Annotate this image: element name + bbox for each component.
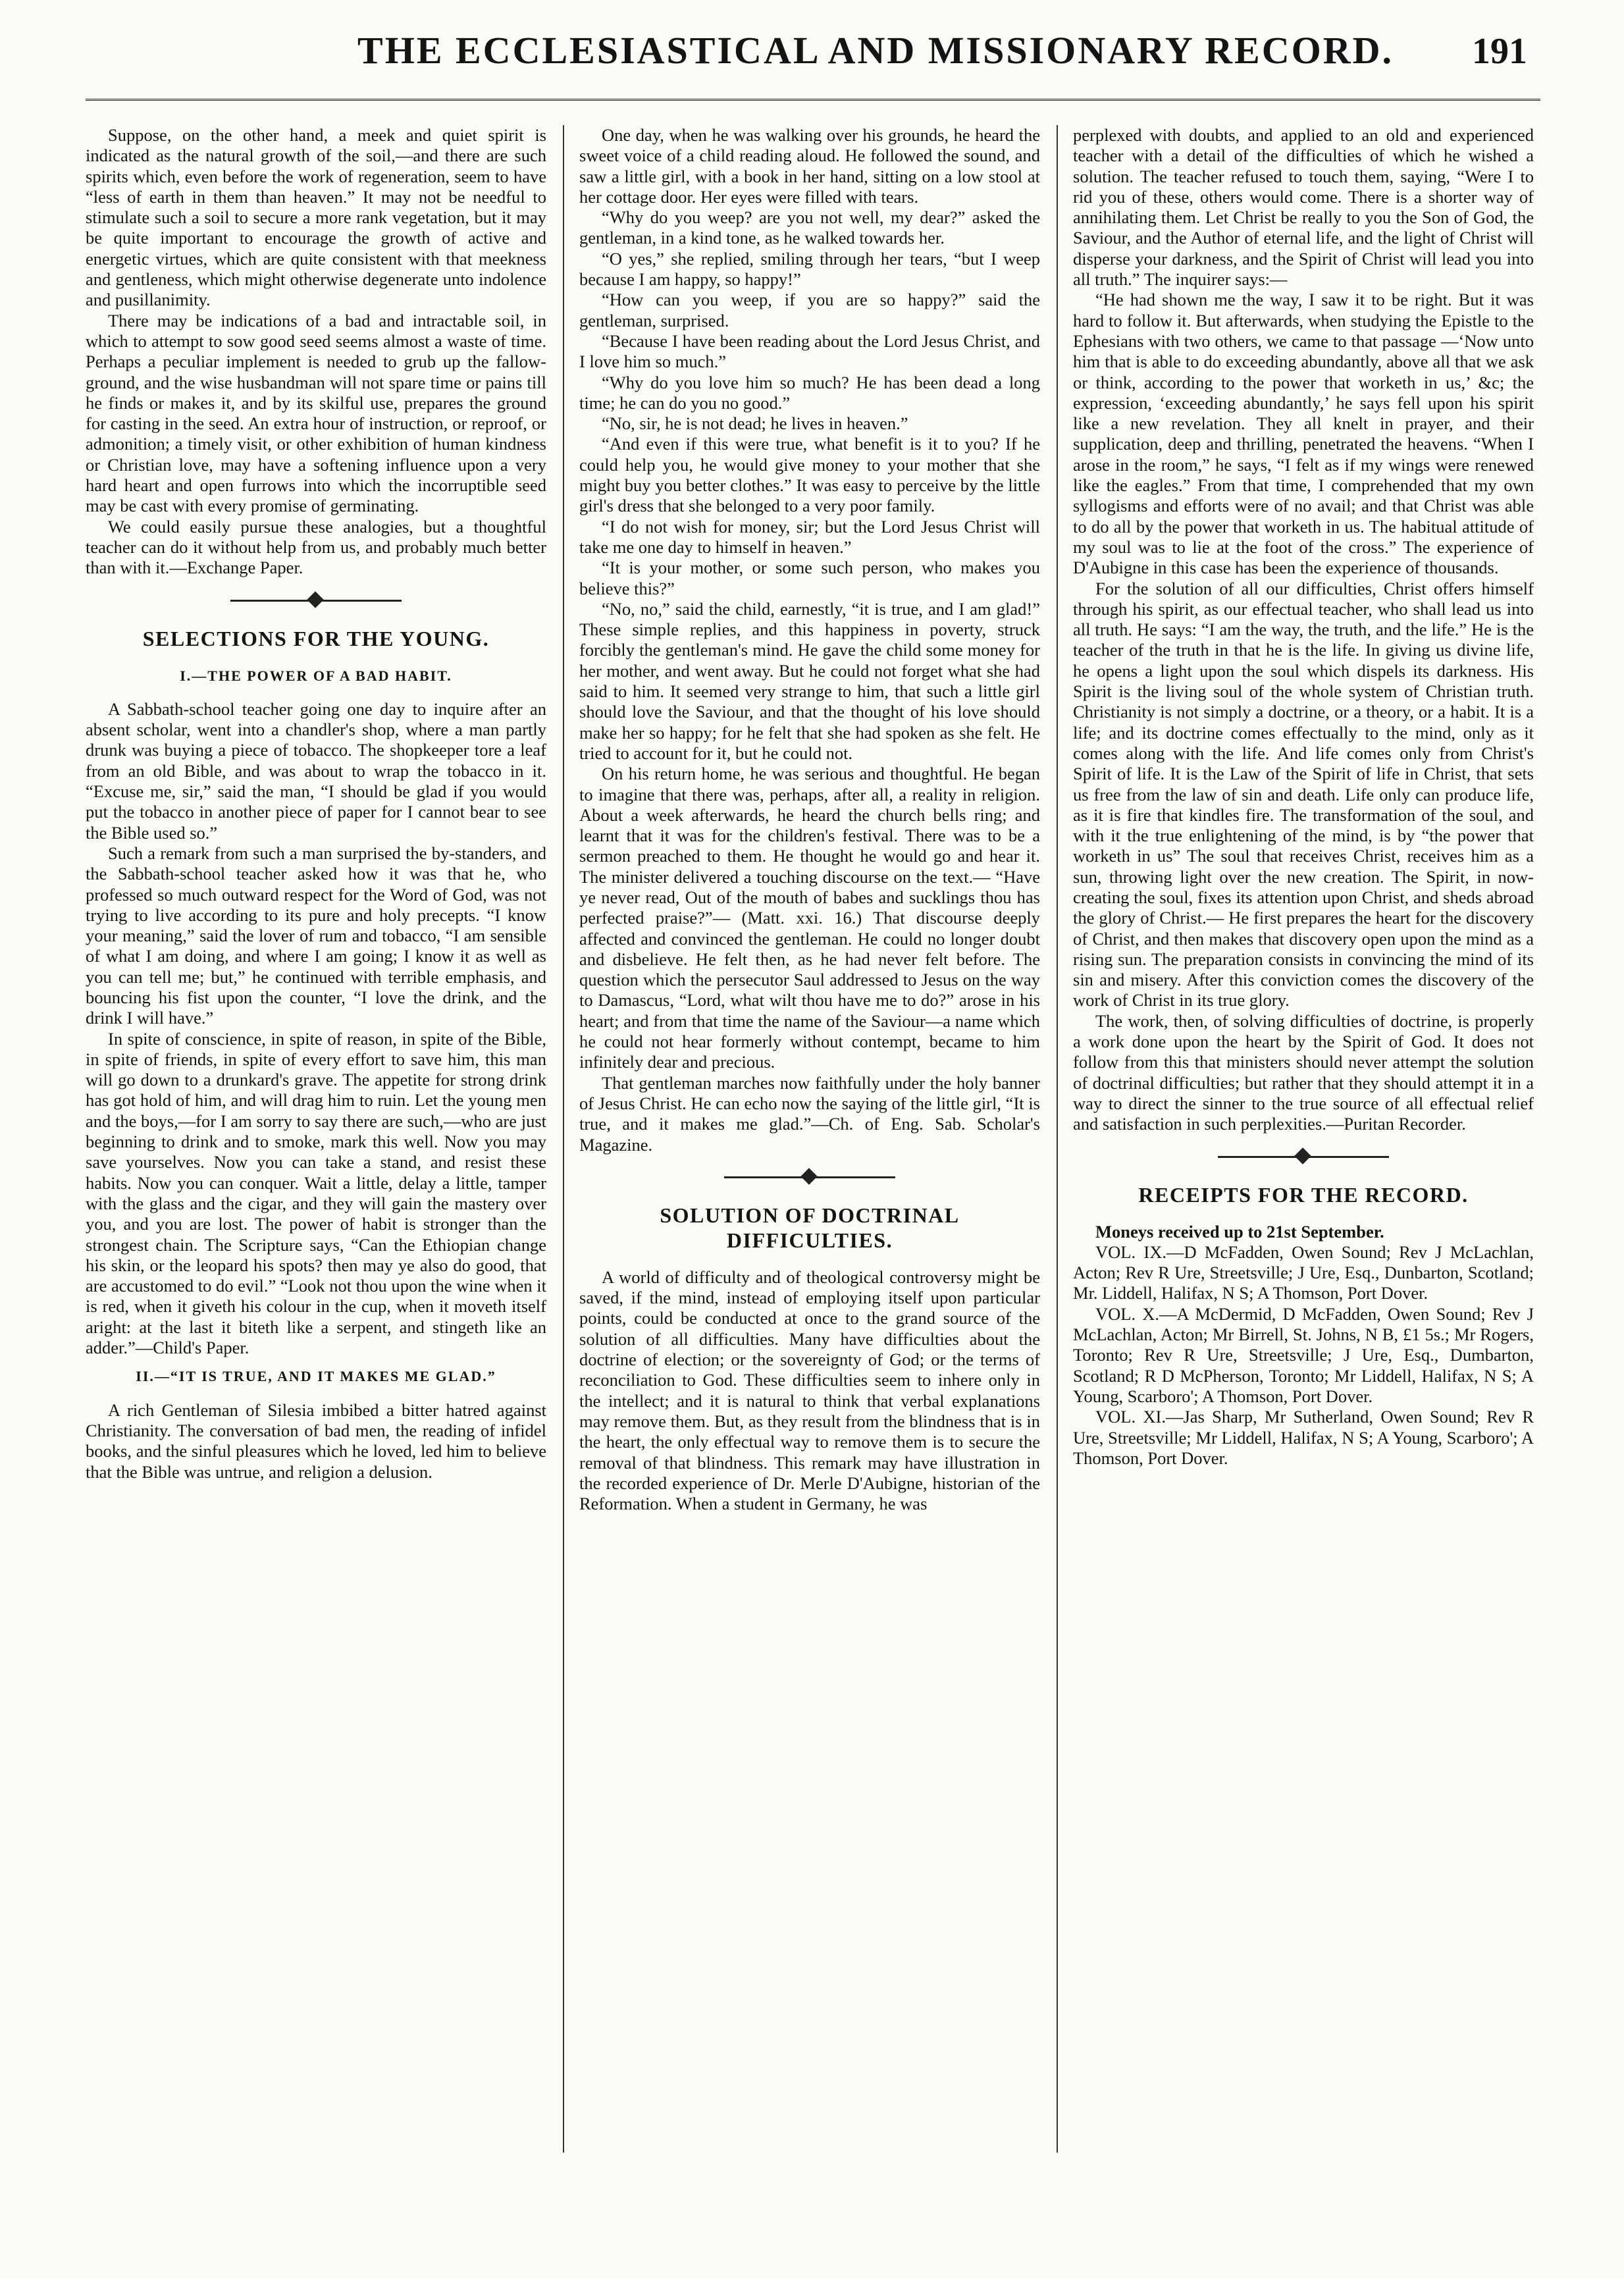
section-heading: RECEIPTS FOR THE RECORD. bbox=[1138, 1182, 1469, 1207]
paragraph: A world of difficulty and of theological controversy might be saved, if the mind, instead of employing itself upon particular points, could be conducted at once to the grand source of the solution of all difficulties. Many have difficulties about the doctrine of election; or the sovereignty of God; or the terms of reconciliation to God. These difficulties seem to inhere only in the intellect; and it is natural to think that verbal explanations may remove them. But, as they result from the blindness that is in the heart, the only effectual way to remove them is to secure the removal of that blindness. This remark may have illustration in the recorded experience of Dr. Merle D'Aubigne, historian of the Reformation. When a student in Germany, he was bbox=[579, 1267, 1040, 1514]
receipts-entry: VOL. X.—A McDermid, D McFadden, Owen Sound; Rev J McLachlan, Acton; Mr Birrell, St. Johns, N B, £1 5s.; Mr Rogers, Toronto; Rev R Ure, Streetsville; J Ure, Esq., Dumbarton, Scotland; R D McPherson, Toronto; Mr Liddell, Halifax, N S; A Young, Scarboro'; A Thomson, Port Dover. bbox=[1073, 1303, 1534, 1406]
paragraph: On his return home, he was serious and thoughtful. He began to imagine that there was, perhaps, after all, a reality in religion. About a week afterwards, he heard the church bells ring; and learnt that it was for the children's festival. There was to be a sermon preached to them. He thought he would go and hear it. The minister delivered a touching discourse on the text.— “Have ye never read, Out of the mouth of babes and sucklings thou has perfected praise?”— (Matt. xxi. 16.) That discourse deeply affected and convinced the gentleman. He could no longer doubt and disbelieve. He felt then, as he had never felt before. The question which the persecutor Saul addressed to Jesus on the way to Damascus, “Lord, what wilt thou have me to do?” arose in his heart; and from that time the name of the Saviour—a name which he could not hear formerly without contempt, became to him infinitely dear and precious. bbox=[579, 764, 1040, 1072]
paragraph: “No, sir, he is not dead; he lives in heaven.” bbox=[602, 413, 908, 434]
diamond-ornament-icon bbox=[800, 1168, 817, 1184]
article-subheading: II.—“IT IS TRUE, AND IT MAKES ME GLAD.” bbox=[136, 1368, 496, 1385]
section-separator bbox=[579, 1168, 1040, 1186]
paragraph: “Because I have been reading about the Lord Jesus Christ, and I love him so much.” bbox=[579, 330, 1040, 372]
page-header bbox=[86, 7, 1540, 105]
column-divider-2 bbox=[1057, 125, 1058, 2153]
paragraph: There may be indications of a bad and intractable soil, in which to attempt to sow good seed seems almost a waste of time. Perhaps a peculiar implement is needed to grub up the fallow-ground, and the wise husbandman will not spare time or pains till he finds or makes it, and by its skilful use, prepares the ground for casting in the seed. An extra hour of instruction, or reproof, or admonition; a timely visit, or other exhibition of human kindness or Christian love, may have a softening influence upon a very hard heart and open furrows into which the incorruptible seed may be cast with every promise of germinating. bbox=[86, 310, 546, 516]
header-rule bbox=[86, 99, 1540, 101]
paragraph: “I do not wish for money, sir; but the Lord Jesus Christ will take me one day to himself in heaven.” bbox=[579, 516, 1040, 557]
paragraph: That gentleman marches now faithfully under the holy banner of Jesus Christ. He can echo now the saying of the little girl, “It is true, and it makes me glad.”—Ch. of Eng. Sab. Scholar's Magazine. bbox=[579, 1072, 1040, 1155]
paragraph: “Why do you love him so much? He has been dead a long time; he can do you no good.” bbox=[579, 372, 1040, 413]
column-3 bbox=[1073, 125, 1534, 2161]
column-2 bbox=[579, 125, 1040, 2161]
paragraph: A Sabbath-school teacher going one day to inquire after an absent scholar, went into a chandler's shop, where a man partly drunk was buying a piece of tobacco. The shopkeeper tore a leaf from an old Bible, and was about to wrap the tobacco in it. “Excuse me, sir,” said the man, “I should be glad if you would put the tobacco in another piece of paper for I cannot bear to see the Bible used so.” bbox=[86, 698, 546, 843]
diamond-ornament-icon bbox=[307, 591, 323, 608]
paragraph: For the solution of all our difficulties, Christ offers himself through his spirit, as our effectual teacher, who shall lead us into all truth. He says: “I am the way, the truth, and the life.” He is the teacher of the truth in that he is the life. In giving us divine life, he opens a light upon the soul which dispels its darkness. His Spirit is the living soul of the whole system of Christian truth. Christianity is not simply a doctrine, or a theory, or a habit. It is a life; and its doctrine comes effectually to the mind, only as it comes along with the life. And life comes only from Christ's Spirit of life. It is the Law of the Spirit of life in Christ, that sets us free from the law of sin and death. Life only can produce life, as it is fire that kindles fire. The transformation of the soul, and with it the true enlightening of the mind, is by “the power that worketh in us” The soul that receives Christ, receives him as a sun, throwing light over the new creation. The Spirit, in now-creating the soul, fixes its attention upon Christ, and sheds abroad the glory of Christ.— He first prepares the heart for the discovery of Christ, and then makes that discovery open upon the mind as a rising sun. The preparation consists in convincing the mind of its sin and misery. After this conviction comes the discovery of the work of Christ in its true glory. bbox=[1073, 578, 1534, 1010]
paragraph: Suppose, on the other hand, a meek and quiet spirit is indicated as the natural growth of the soil,—and there are such spirits which, even before the work of regeneration, seem to have “less of earth in them than heaven.” It may not be needful to stimulate such a soil to secure a more rank vegetation, but it may be quite important to encourage the growth of active and energetic virtues, which are quite consistent with that meekness and gentleness, which might otherwise degenerate unto indolence and pusillanimity. bbox=[86, 125, 546, 310]
section-separator bbox=[1073, 1148, 1534, 1165]
paragraph: “How can you weep, if you are so happy?” said the gentleman, surprised. bbox=[579, 290, 1040, 330]
paragraph: One day, when he was walking over his grounds, he heard the sweet voice of a child reading aloud. He followed the sound, and saw a little girl, with a book in her hand, sitting on a low stool at her cottage door. Her eyes were filled with tears. bbox=[579, 125, 1040, 207]
receipts-date-line: Moneys received up to 21st September. bbox=[1095, 1221, 1384, 1242]
receipts-entry: VOL. IX.—D McFadden, Owen Sound; Rev J McLachlan, Acton; Rev R Ure, Streetsville; J Ure, Esq., Dunbarton, Scotland; Mr. Liddell, Halifax, N S; A Thomson, Port Dover. bbox=[1073, 1242, 1534, 1303]
receipts-entry: VOL. XI.—Jas Sharp, Mr Sutherland, Owen Sound; Rev R Ure, Streetsville; Mr Liddell, Halifax, N S; A Young, Scarboro'; A Thomson, Port Dover. bbox=[1073, 1407, 1534, 1468]
page-number: 191 bbox=[1472, 31, 1527, 72]
paragraph: The work, then, of solving difficulties of doctrine, is properly a work done upon the heart by the Spirit of God. It does not follow from this that ministers should never attempt the solution of doctrinal difficulties; but rather that they should attempt it in a way to direct the sinner to the true source of all effectual relief and satisfaction in such perplexities.—Puritan Recorder. bbox=[1073, 1010, 1534, 1134]
column-1 bbox=[86, 125, 546, 2161]
section-heading: SELECTIONS FOR THE YOUNG. bbox=[142, 626, 490, 650]
paragraph: A rich Gentleman of Silesia imbibed a bitter hatred against Christianity. The conversation of bad men, the reading of infidel books, and the sinful pleasures which he loved, led him to believe that the Bible was untrue, and religion a delusion. bbox=[86, 1400, 546, 1482]
paragraph: “O yes,” she replied, smiling through her tears, “but I weep because I am happy, so happy!” bbox=[579, 248, 1040, 290]
paragraph: “It is your mother, or some such person, who makes you believe this?” bbox=[579, 558, 1040, 598]
paragraph: “And even if this were true, what benefit is it to you? If he could help you, he would give money to your mother that she might buy you better clothes.” It was easy to perceive by the little girl's dress that she belonged to a very poor family. bbox=[579, 434, 1040, 516]
running-title: THE ECCLESIASTICAL AND MISSIONARY RECORD. bbox=[357, 29, 1394, 72]
section-separator bbox=[86, 592, 546, 609]
paragraph: “No, no,” said the child, earnestly, “it is true, and I am glad!” These simple replies, and this happiness in poverty, struck forcibly the gentleman's mind. He gave the child some money for her mother, and went away. But he could not forget what she had said to him. It seemed very strange to him, that such a little girl should love the Saviour, and that the thought of his love should make her so happy; for he felt that she had spoken as she felt. He tried to account for it, but he could not. bbox=[579, 598, 1040, 763]
paragraph: We could easily pursue these analogies, but a thoughtful teacher can do it without help from us, and probably much better than with it.—Exchange Paper. bbox=[86, 516, 546, 578]
diamond-ornament-icon bbox=[1294, 1147, 1311, 1164]
paragraph: perplexed with doubts, and applied to an old and experienced teacher with a detail of the difficulties of which he wished a solution. The teacher refused to touch them, saying, “Were I to rid you of these, others would come. There is a shorter way of annihilating them. Let Christ be really to you the Son of God, the Saviour, and the Author of eternal life, and the light of Christ will disperse your darkness, and the Spirit of Christ will lead you into all truth.” The inquirer says:— bbox=[1073, 125, 1534, 290]
paragraph: “He had shown me the way, I saw it to be right. But it was hard to follow it. But afterwards, when studying the Epistle to the Ephesians with two others, we came to that passage —‘Now unto him that is able to do exceeding abundantly, above all that we ask or think, according to the power that worketh in us,’ &c; the expression, ‘exceeding abundantly,’ he says fell upon his spirit like a new revelation. They all knelt in prayer, and their supplication, deep and thrilling, penetrated the heavens. “When I arose in the room,” he says, “I felt as if my wings were renewed like the eagles.” From that time, I comprehended that my own syllogisms and efforts were of no avail; and that Christ was able to do all by the power that worketh in us. The habitual attitude of my soul was to lie at the foot of the cross.” The experience of D'Aubigne in this case has been the experience of thousands. bbox=[1073, 290, 1534, 578]
paragraph: “Why do you weep? are you not well, my dear?” asked the gentleman, in a kind tone, as he walked towards her. bbox=[579, 207, 1040, 248]
paragraph: In spite of conscience, in spite of reason, in spite of the Bible, in spite of friends, in spite of every effort to save him, this man will go down to a drunkard's grave. The appetite for strong drink has got hold of him, and will drag him to ruin. Let the young men and the boys,—for I am sorry to say there are such,—who are just beginning to drink and to smoke, mark this well. Now you may save yourselves. Now you can take a stand, and resist these habits. Now you can conquer. Wait a little, delay a little, tamper with the glass and the cigar, and they will gain the mastery over you, and you are lost. The power of habit is stronger than the strongest chain. The Scripture says, “Can the Ethiopian change his skin, or the leopard his spots? then may ye also do good, that are accustomed to do evil.” “Look not thou upon the wine when it is red, when it giveth his colour in the cup, when it moveth itself aright: at the last it biteth like a serpent, and stingeth like an adder.”—Child's Paper. bbox=[86, 1028, 546, 1358]
column-divider-1 bbox=[563, 125, 564, 2153]
paragraph: Such a remark from such a man surprised the by-standers, and the Sabbath-school teacher asked how it was that he, who professed so much outward respect for the Word of God, was not trying to live according to its pure and holy precepts. “I know your meaning,” said the lover of rum and tobacco, “I am sensible of what I am doing, and where I am going; I know it as well as you can tell me; but,” he continued with terrible emphasis, and bouncing his fist upon the counter, “I love the drink, and the drink I will have.” bbox=[86, 843, 546, 1028]
article-subheading: I.—THE POWER OF A BAD HABIT. bbox=[180, 667, 452, 684]
section-heading: SOLUTION OF DOCTRINAL DIFFICULTIES. bbox=[660, 1203, 960, 1252]
